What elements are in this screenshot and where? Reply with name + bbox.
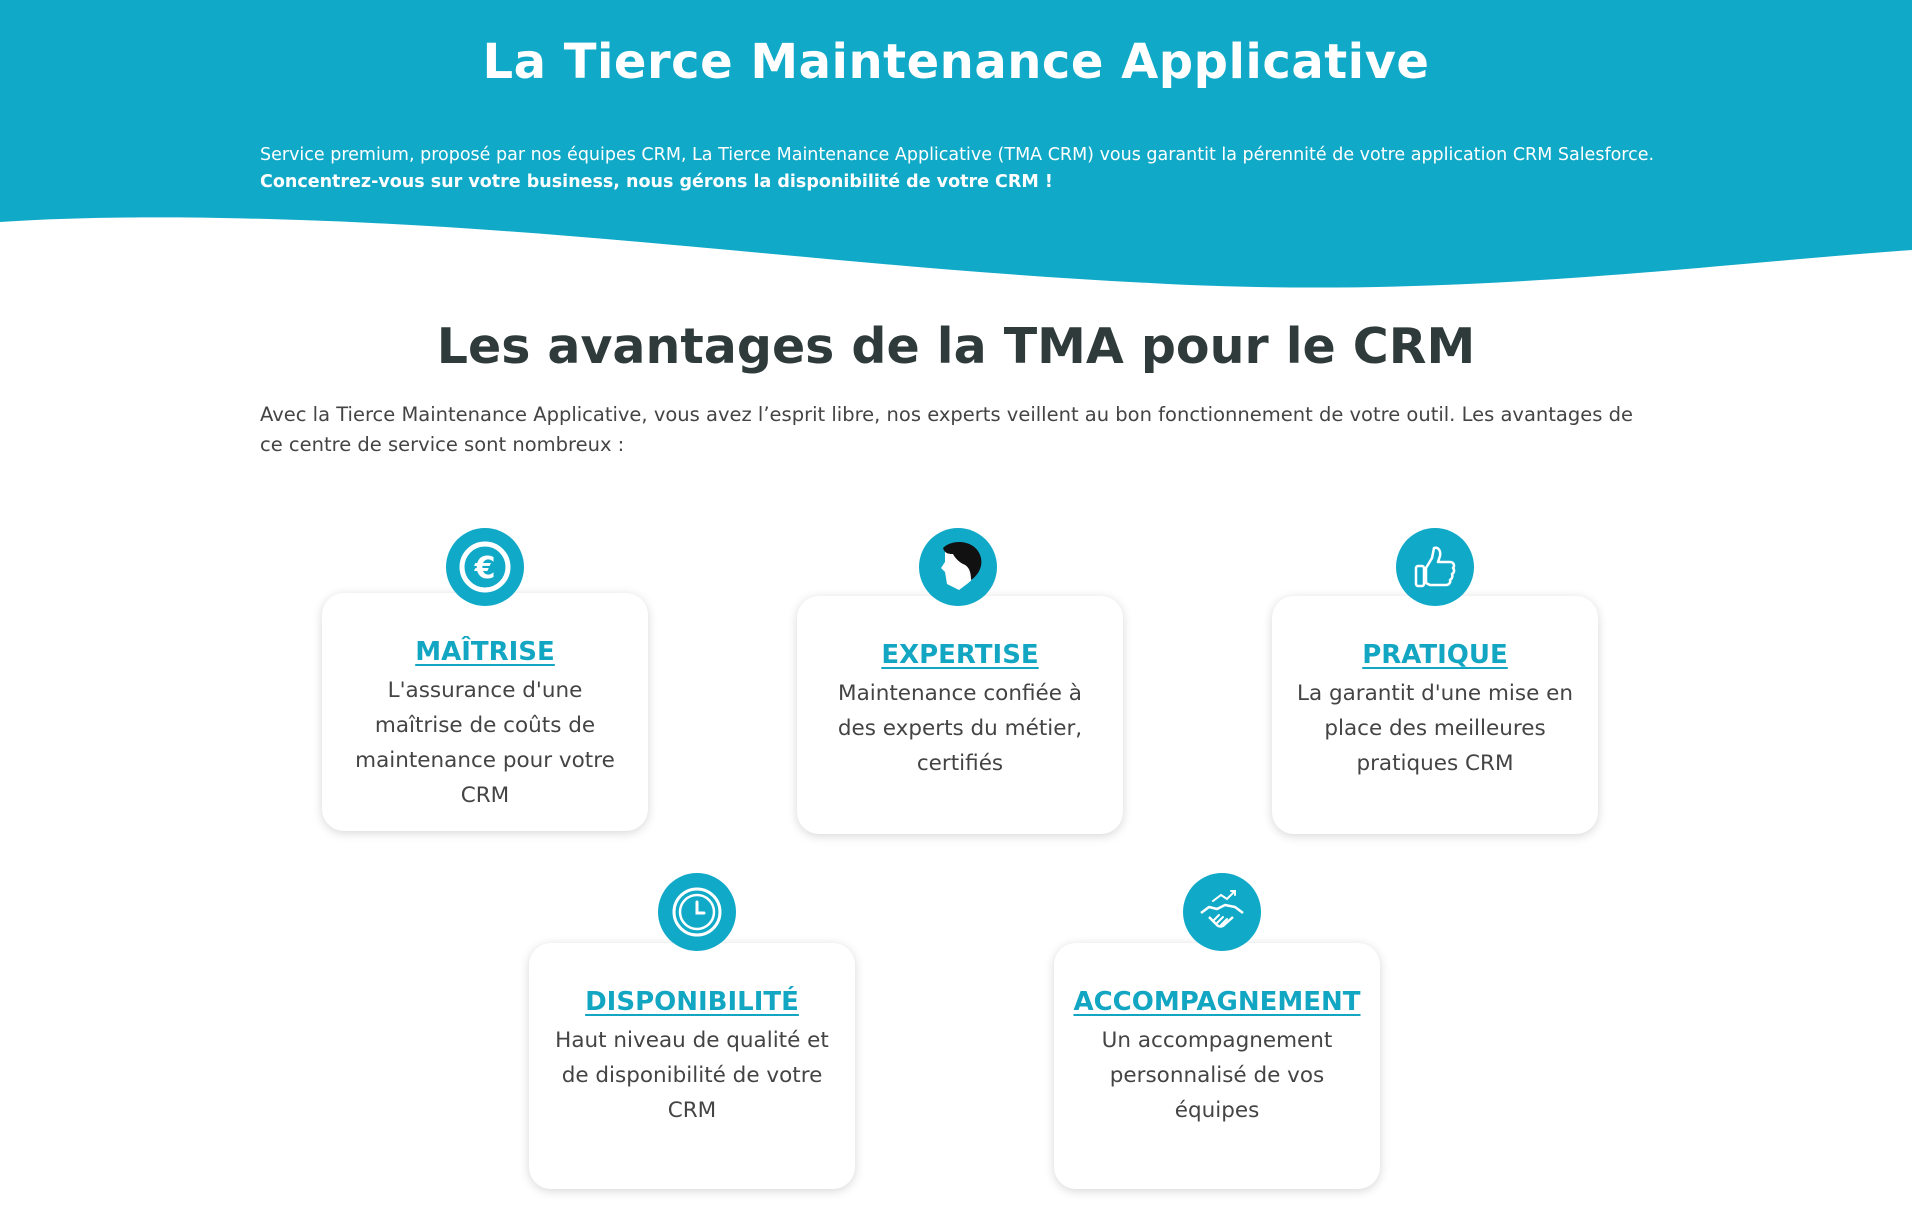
card-text: Haut niveau de qualité et de disponibilité de votre CRM: [555, 1028, 829, 1123]
hero-highlight: Concentrez-vous sur votre business, nous gérons la disponibilité de votre CRM !: [260, 172, 1053, 192]
card-text: Maintenance confiée à des experts du métier, certifiés: [837, 681, 1083, 776]
card-disponibilite: [529, 943, 855, 1189]
card-title[interactable]: EXPERTISE: [881, 640, 1039, 670]
card-expertise: [797, 596, 1123, 834]
card-text: La garantit d'une mise en place des meilleures pratiques CRM: [1296, 681, 1574, 776]
expert-head-icon: [919, 528, 997, 606]
card-text: L'assurance d'une maîtrise de coûts de maintenance pour votre CRM: [355, 678, 615, 808]
card-pratique: [1272, 596, 1598, 834]
thumbs-up-icon: [1396, 528, 1474, 606]
card-title[interactable]: DISPONIBILITÉ: [585, 987, 799, 1017]
section-intro: Avec la Tierce Maintenance Applicative, vous avez l’esprit libre, nos experts veillent au bon fonctionnement de votre outil. Les avantages de ce centre de service sont nombreux :: [260, 403, 1633, 456]
hero-title: La Tierce Maintenance Applicative: [482, 34, 1430, 90]
card-title[interactable]: ACCOMPAGNEMENT: [1073, 987, 1361, 1017]
card-maitrise: [322, 593, 648, 831]
card-title[interactable]: PRATIQUE: [1362, 640, 1508, 670]
handshake-icon: [1183, 873, 1261, 951]
hero-text: Service premium, proposé par nos équipes CRM, La Tierce Maintenance Applicative (TMA CRM) vous garantit la pérennité de votre application CRM Salesforce.: [260, 145, 1655, 165]
section-title: Les avantages de la TMA pour le CRM: [436, 318, 1476, 375]
hero-banner: [0, 0, 1912, 290]
card-accompagnement: [1054, 943, 1380, 1189]
card-title[interactable]: MAÎTRISE: [415, 637, 555, 667]
svg-text:€: €: [474, 551, 496, 586]
card-text: Un accompagnement personnalisé de vos équipes: [1101, 1028, 1333, 1123]
hero-description: [260, 142, 1680, 196]
euro-icon: [446, 528, 524, 606]
clock-icon: [658, 873, 736, 951]
